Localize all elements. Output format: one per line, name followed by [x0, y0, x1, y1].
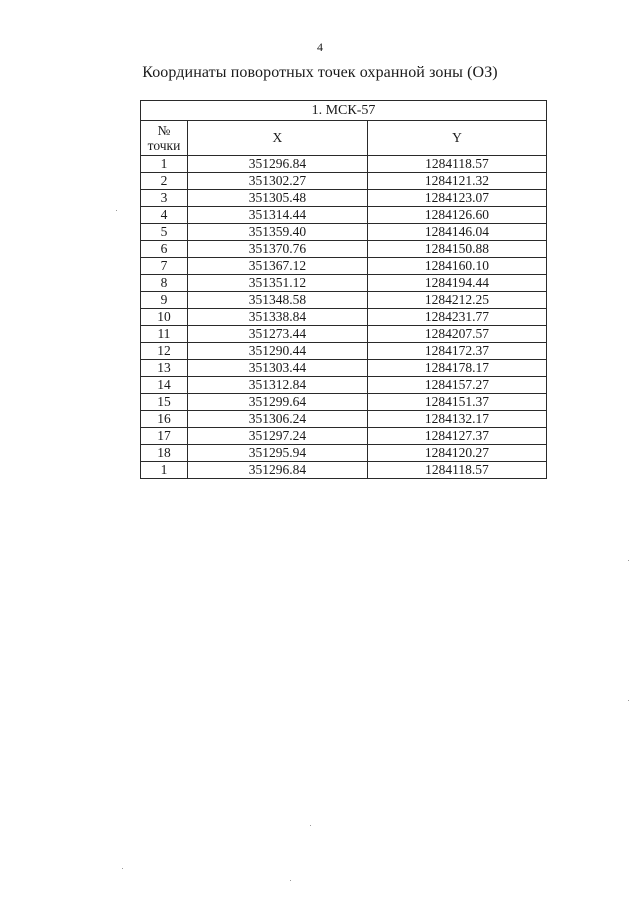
x-coordinate-cell: 351305.48 — [187, 190, 367, 207]
x-coordinate-cell: 351290.44 — [187, 343, 367, 360]
point-number-cell: 13 — [141, 360, 188, 377]
table-row — [141, 428, 547, 445]
point-number-cell: 2 — [141, 173, 188, 190]
page-number: 4 — [317, 40, 323, 54]
point-number-cell: 14 — [141, 377, 188, 394]
x-coordinate-cell: 351312.84 — [187, 377, 367, 394]
point-number-cell: 1 — [141, 156, 188, 173]
y-coordinate-cell: 1284157.27 — [367, 377, 546, 394]
table-row — [141, 445, 547, 462]
x-coordinate-cell: 351299.64 — [187, 394, 367, 411]
x-coordinate-cell: 351302.27 — [187, 173, 367, 190]
y-coordinate-cell: 1284146.04 — [367, 224, 546, 241]
x-coordinate-cell: 351314.44 — [187, 207, 367, 224]
y-coordinate-cell: 1284160.10 — [367, 258, 546, 275]
scan-speck — [628, 560, 629, 561]
table-row — [141, 462, 547, 479]
x-coordinate-cell: 351348.58 — [187, 292, 367, 309]
y-column-header: Y — [367, 121, 546, 156]
table-group-row — [141, 101, 547, 121]
table-row — [141, 224, 547, 241]
x-column-header: X — [187, 121, 367, 156]
y-coordinate-cell: 1284123.07 — [367, 190, 546, 207]
x-coordinate-cell: 351303.44 — [187, 360, 367, 377]
y-coordinate-cell: 1284207.57 — [367, 326, 546, 343]
y-coordinate-cell: 1284118.57 — [367, 156, 546, 173]
point-number-cell: 9 — [141, 292, 188, 309]
y-coordinate-cell: 1284212.25 — [367, 292, 546, 309]
y-coordinate-cell: 1284126.60 — [367, 207, 546, 224]
x-coordinate-cell: 351359.40 — [187, 224, 367, 241]
table-body — [141, 156, 547, 479]
x-coordinate-cell: 351370.76 — [187, 241, 367, 258]
point-number-cell: 16 — [141, 411, 188, 428]
table-row — [141, 343, 547, 360]
x-coordinate-cell: 351367.12 — [187, 258, 367, 275]
x-coordinate-cell: 351273.44 — [187, 326, 367, 343]
y-coordinate-cell: 1284118.57 — [367, 462, 546, 479]
table-row — [141, 190, 547, 207]
point-number-cell: 7 — [141, 258, 188, 275]
table-header-row — [141, 121, 547, 156]
point-number-cell: 6 — [141, 241, 188, 258]
y-coordinate-cell: 1284151.37 — [367, 394, 546, 411]
scan-speck — [116, 210, 117, 211]
table-row — [141, 207, 547, 224]
point-number-cell: 8 — [141, 275, 188, 292]
point-number-cell: 10 — [141, 309, 188, 326]
y-coordinate-cell: 1284172.37 — [367, 343, 546, 360]
coordinate-system-title: 1. МСК-57 — [141, 101, 547, 121]
point-number-cell: 17 — [141, 428, 188, 445]
table-row — [141, 173, 547, 190]
y-coordinate-cell: 1284120.27 — [367, 445, 546, 462]
x-coordinate-cell: 351306.24 — [187, 411, 367, 428]
x-coordinate-cell: 351338.84 — [187, 309, 367, 326]
point-number-header — [141, 121, 188, 156]
point-number-cell: 15 — [141, 394, 188, 411]
x-coordinate-cell: 351297.24 — [187, 428, 367, 445]
table-row — [141, 292, 547, 309]
table-row — [141, 394, 547, 411]
table-row — [141, 275, 547, 292]
point-number-cell: 11 — [141, 326, 188, 343]
table-row — [141, 241, 547, 258]
y-coordinate-cell: 1284231.77 — [367, 309, 546, 326]
x-coordinate-cell: 351296.84 — [187, 462, 367, 479]
y-coordinate-cell: 1284127.37 — [367, 428, 546, 445]
document-title: Координаты поворотных точек охранной зоны (ОЗ) — [142, 64, 498, 81]
table-row — [141, 156, 547, 173]
x-coordinate-cell: 351351.12 — [187, 275, 367, 292]
table-row — [141, 360, 547, 377]
y-coordinate-cell: 1284132.17 — [367, 411, 546, 428]
scan-speck — [290, 880, 291, 881]
point-number-cell: 12 — [141, 343, 188, 360]
point-number-cell: 3 — [141, 190, 188, 207]
scan-speck — [628, 700, 629, 701]
scan-speck — [310, 825, 311, 826]
table-row — [141, 326, 547, 343]
point-number-cell: 5 — [141, 224, 188, 241]
scan-speck — [122, 868, 123, 869]
x-coordinate-cell: 351296.84 — [187, 156, 367, 173]
point-number-header-symbol: № — [157, 123, 171, 138]
table-row — [141, 258, 547, 275]
y-coordinate-cell: 1284150.88 — [367, 241, 546, 258]
table-row — [141, 411, 547, 428]
point-number-cell: 1 — [141, 462, 188, 479]
x-coordinate-cell: 351295.94 — [187, 445, 367, 462]
table-row — [141, 309, 547, 326]
coordinates-table — [140, 100, 547, 479]
point-number-header-label: точки — [147, 138, 181, 153]
y-coordinate-cell: 1284194.44 — [367, 275, 546, 292]
table-row — [141, 377, 547, 394]
y-coordinate-cell: 1284121.32 — [367, 173, 546, 190]
y-coordinate-cell: 1284178.17 — [367, 360, 546, 377]
point-number-cell: 4 — [141, 207, 188, 224]
point-number-cell: 18 — [141, 445, 188, 462]
